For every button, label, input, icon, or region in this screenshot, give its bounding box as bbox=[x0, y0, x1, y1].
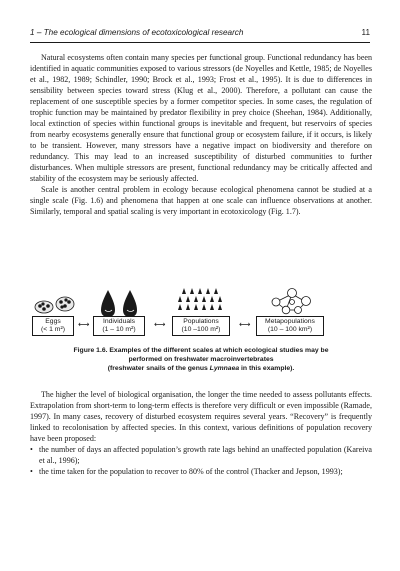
caption-line-3 bbox=[30, 364, 372, 373]
scale-label: Individuals bbox=[102, 318, 136, 325]
list-item: • the time taken for the population to recover to 80% of the control (Thacker and Jepson, 1993); bbox=[30, 466, 372, 477]
running-header bbox=[30, 28, 370, 43]
caption-genus: Lymnaea bbox=[209, 365, 240, 372]
scale-box-metapopulations bbox=[256, 316, 324, 336]
scale-box-populations bbox=[172, 316, 230, 336]
double-arrow-icon: ⟷ bbox=[154, 320, 166, 329]
population-snails-illustration bbox=[178, 288, 222, 310]
eggs-illustration bbox=[35, 297, 74, 313]
figure-caption bbox=[30, 346, 372, 373]
double-arrow-icon: ⟷ bbox=[78, 320, 90, 329]
scale-range: (10 –100 m²) bbox=[181, 326, 221, 333]
body-text bbox=[30, 52, 372, 217]
caption-line-2: performed on freshwater macroinvertebrates bbox=[128, 356, 274, 363]
chapter-title: 1 – The ecological dimensions of ecotoxicological research bbox=[30, 28, 244, 37]
metapopulation-network-illustration bbox=[272, 289, 311, 314]
double-arrow-icon: ⟷ bbox=[239, 320, 251, 329]
scale-range: (10 – 100 km²) bbox=[267, 326, 313, 333]
scale-label: Eggs bbox=[45, 318, 61, 325]
scale-label: Metapopulations bbox=[265, 318, 315, 325]
paragraph-recovery: The higher the level of biological organisation, the longer the time needed to assess pollutants effects. Extrapolation from short-term to long-term effects is therefore very difficult or even impossible (Ramade, 1997). In many cases, recovery of disturbed ecosystem requires several years. “Recovery” is frequently linked to recolonisation by affected species. In this context, various definitions of population recovery have been proposed: bbox=[30, 390, 372, 443]
paragraph-redundancy: Natural ecosystems often contain many species per functional group. Functional redundancy has been identified in aquatic communities exposed to various stressors (de Noyelles and Kettle, 1985; de Noyelles et al., 1982, 1989; Schindler, 1990; Brock et al., 1993; Frost et al., 1995). It is due to differences in sensibility between species toward stress (Klug et al., 2000). Therefore, a pollutant can cause the replacement of one susceptible species by a former competitor species. In some cases, the regulation of trophic function may be maintained by predator flexibility in prey choice (Sheehan, 1984). Additionally, local extinction of species within functional groups is inevitable and frequent, but reservoirs of species from nearby ecosystems generally ensure that functional group or ecosystem failure, if it occurs, is likely to be transient. However, many stressors have a negative impact on biodiversity and therefore on redundancy. This may lead to an increased susceptibility of disturbed communities to further disturbances. When multiple stressors are present, functional redundancy may be critically affected and stability of the ecosystem may be seriously affected. bbox=[30, 53, 372, 183]
scale-box-eggs bbox=[32, 316, 74, 336]
caption-text: (freshwater snails of the genus bbox=[107, 365, 210, 372]
page-number: 11 bbox=[361, 28, 370, 37]
caption-text: in this example). bbox=[239, 365, 295, 372]
scale-range: (< 1 m²) bbox=[41, 326, 65, 333]
recovery-definitions-list bbox=[30, 444, 372, 477]
paragraph-scale: Scale is another central problem in ecology because ecological phenomena cannot be studied at a single scale (Fig. 1.6) and phenomena that happen at one scale can influence observations at another. Similarly, temporal and spatial scaling is very important in ecotoxicology (Fig. 1.7). bbox=[30, 185, 372, 216]
scale-box-individuals bbox=[93, 316, 145, 336]
caption-line-1: Figure 1.6. Examples of the different scales at which ecological studies may be bbox=[73, 347, 329, 354]
individual-snails-illustration bbox=[101, 290, 137, 317]
scale-range: (1 – 10 m²) bbox=[102, 326, 136, 333]
body-text-continued bbox=[30, 389, 372, 477]
scale-label: Populations bbox=[183, 318, 219, 325]
figure-1-6 bbox=[30, 288, 372, 336]
list-item: • the number of days an affected population’s growth rate lags behind an unaffected population (Kareiva et al., 1996); bbox=[30, 444, 372, 466]
